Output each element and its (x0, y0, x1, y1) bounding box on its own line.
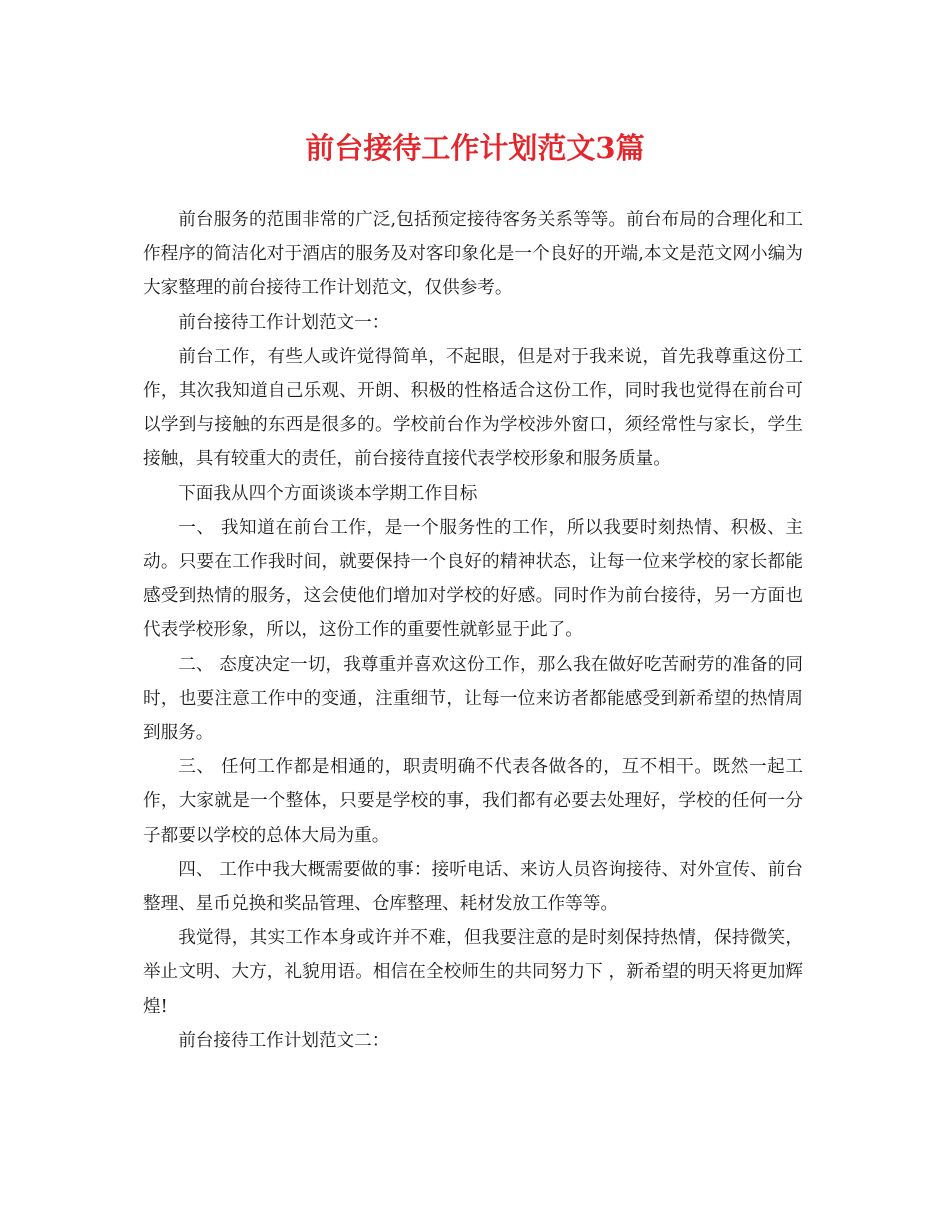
section-heading-two: 前台接待工作计划范文二： (178, 1030, 390, 1051)
paragraph-goal-four: 四、 工作中我大概需要做的事：接听电话、来访人员咨询接待、对外宣传、前台整理、星币兑换和奖品管理、仓库整理、耗材发放工作等等。 (143, 859, 803, 915)
section-heading-one: 前台接待工作计划范文一： (178, 312, 390, 333)
paragraph-goal-one: 一、 我知道在前台工作，是一个服务性的工作，所以我要时刻热情、积极、主动。只要在工作我时间，就要保持一个良好的精神状态，让每一位来学校的家长都能感受到热情的服务，这会使他们增加对学校的好感。同时作为前台接待，另一方面也代表学校形象，所以，这份工作的重要性就彰显于此了。 (143, 517, 803, 641)
paragraph-goal-two: 二、 态度决定一切，我尊重并喜欢这份工作，那么我在做好吃苦耐劳的准备的同时，也要注意工作中的变通，注重细节，让每一位来访者都能感受到新希望的热情周到服务。 (143, 654, 803, 744)
paragraph-goal-three: 三、 任何工作都是相通的，职责明确不代表各做各的，互不相干。既然一起工作，大家就是一个整体，只要是学校的事，我们都有必要去处理好，学校的任何一分子都要以学校的总体大局为重。 (143, 757, 803, 846)
document-title: 前台接待工作计划范文3篇 (305, 131, 645, 165)
paragraph-front-desk-work: 前台工作，有些人或许觉得简单，不起眼，但是对于我来说，首先我尊重这份工作，其次我知道自己乐观、开朗、积极的性格适合这份工作，同时我也觉得在前台可以学到与接触的东西是很多的。学校前台作为学校涉外窗口，须经常性与家长，学生接触，具有较重大的责任，前台接待直接代表学校形象和服务质量。 (143, 346, 803, 470)
document-body (143, 203, 803, 1058)
paragraph-goals-intro: 下面我从四个方面谈谈本学期工作目标 (178, 483, 478, 504)
paragraph-intro: 前台服务的范围非常的广泛,包括预定接待客务关系等等。前台布局的合理化和工作程序的简洁化对于酒店的服务及对客印象化是一个良好的开端,本文是范文网小编为大家整理的前台接待工作计划范文，仅供参考。 (143, 210, 803, 299)
paragraph-conclusion: 我觉得，其实工作本身或许并不难，但我要注意的是时刻保持热情，保持微笑，举止文明、大方，礼貌用语。相信在全校师生的共同努力下 ，新希望的明天将更加辉煌! (143, 928, 803, 1017)
